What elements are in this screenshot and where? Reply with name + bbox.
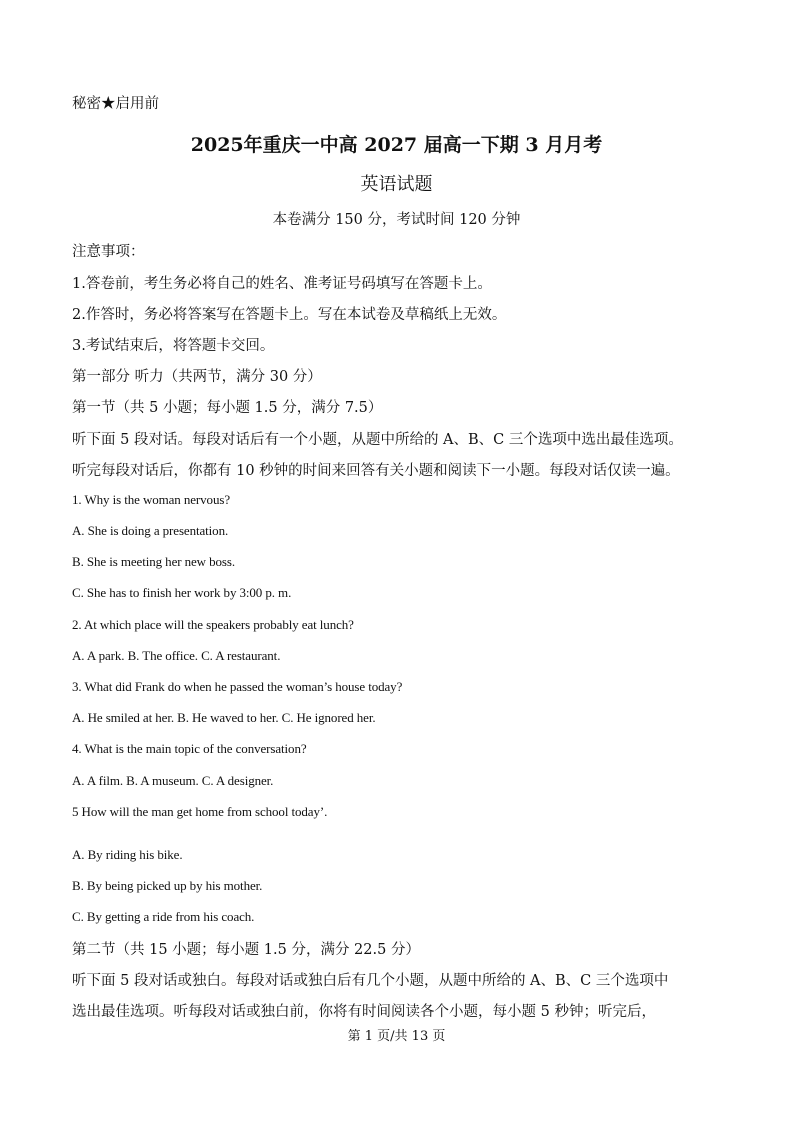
secret-mark: 秘密★启用前	[72, 96, 159, 112]
question-option: C. By getting a ride from his coach.	[72, 909, 255, 924]
question-stem: 2. At which place will the speakers probably eat lunch?	[72, 617, 354, 632]
page-footer: 第 1 页/共 13 页	[347, 1029, 446, 1044]
exam-info: 本卷满分 150 分，考试时间 120 分钟	[272, 212, 521, 228]
section1-instruction: 听下面 5 段对话。每段对话后有一个小题，从题中所给的 A、B、C 三个选项中选出最佳选项。	[72, 432, 683, 448]
section1-instruction: 听完每段对话后，你都有 10 秒钟的时间来回答有关小题和阅读下一小题。每段对话仅读一遍。	[72, 463, 680, 479]
section2-instruction: 听下面 5 段对话或独白。每段对话或独白后有几个小题，从题中所给的 A、B、C 三个选项中	[72, 973, 669, 989]
question-options: A. A film. B. A museum. C. A designer.	[72, 773, 274, 788]
question-options: A. A park. B. The office. C. A restaurant.	[72, 648, 281, 663]
question-option: C. She has to finish her work by 3:00 p. m.	[72, 585, 292, 600]
section2-instruction: 选出最佳选项。听每段对话或独白前，你将有时间阅读各个小题，每小题 5 秒钟；听完后，	[72, 1004, 656, 1020]
notice-item: 1.答卷前，考生务必将自己的姓名、准考证号码填写在答题卡上。	[72, 276, 492, 292]
question-option: A. By riding his bike.	[72, 847, 183, 862]
exam-title: 2025年重庆一中高 2027 届高一下期 3 月月考	[190, 134, 603, 156]
part1-heading: 第一部分 听力（共两节，满分 30 分）	[72, 369, 322, 385]
question-option: B. By being picked up by his mother.	[72, 878, 263, 893]
subject-title: 英语试题	[360, 174, 433, 195]
question-options: A. He smiled at her. B. He waved to her. C. He ignored her.	[72, 710, 376, 725]
section2-heading: 第二节（共 15 小题；每小题 1.5 分，满分 22.5 分）	[72, 942, 420, 958]
section1-heading: 第一节（共 5 小题；每小题 1.5 分，满分 7.5）	[72, 400, 383, 416]
question-stem: 5 How will the man get home from school today’.	[72, 804, 328, 819]
notice-item: 3.考试结束后，将答题卡交回。	[72, 338, 275, 354]
question-option: A. She is doing a presentation.	[72, 523, 229, 538]
question-stem: 4. What is the main topic of the conversation?	[72, 741, 307, 756]
notice-item: 2.作答时，务必将答案写在答题卡上。写在本试卷及草稿纸上无效。	[72, 307, 507, 323]
question-stem: 3. What did Frank do when he passed the woman’s house today?	[72, 679, 403, 694]
question-option: B. She is meeting her new boss.	[72, 554, 235, 569]
notice-heading: 注意事项：	[72, 244, 145, 260]
question-stem: 1. Why is the woman nervous?	[72, 492, 230, 507]
